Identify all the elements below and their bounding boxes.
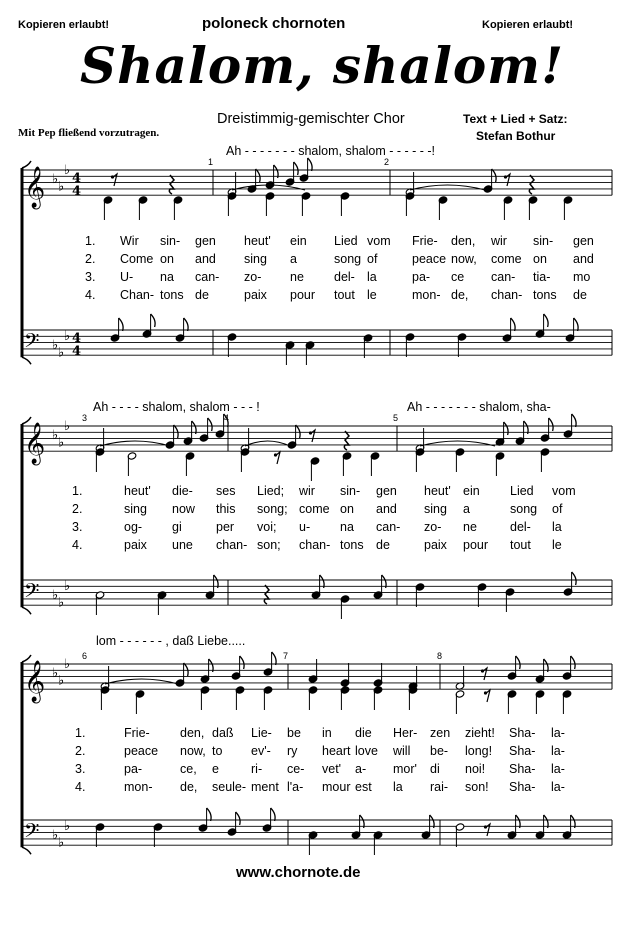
lyric-syllable: in (322, 726, 332, 740)
lyric-syllable: die- (172, 484, 193, 498)
lyric-syllable: tons (340, 538, 364, 552)
lyric-syllable: tout (334, 288, 355, 302)
lyric-syllable: can- (195, 270, 220, 284)
copy-notice-right: Kopieren erlaubt! (482, 19, 574, 31)
bracket-hook (22, 847, 31, 854)
lyric-syllable: la (367, 270, 377, 284)
credits-line-1: Text + Lied + Satz: (463, 112, 568, 126)
lyric-syllable: and (195, 252, 216, 266)
lyric-syllable: pa- (412, 270, 431, 284)
time-signature: 4 (72, 171, 82, 186)
lyric-syllable: come (491, 252, 522, 266)
lyric-syllable: on (160, 252, 174, 266)
lyric-syllable: 3. (85, 270, 96, 284)
lyric-syllable: sing (124, 502, 147, 516)
lyric-syllable: 3. (75, 762, 86, 776)
lyric-syllable: ry (287, 744, 298, 758)
lyric-syllable: on (533, 252, 547, 266)
lyric-syllable: de (195, 288, 209, 302)
lyric-syllable: na (340, 520, 354, 534)
cue-line-system-3: lom - - - - - - , daß Liebe..... (96, 634, 246, 648)
note-flag (571, 656, 576, 669)
note-flag (574, 318, 579, 331)
quarter-rest (264, 585, 269, 604)
lyric-syllable: gen (376, 484, 397, 498)
lyric-syllable: rai- (430, 780, 449, 794)
flat-sign: ♭ (58, 595, 65, 611)
flat-sign: ♭ (58, 673, 65, 689)
measure-number: 3 (82, 413, 88, 423)
treble-clef-icon: 𝄞 (24, 661, 46, 702)
lyric-syllable: heut' (424, 484, 451, 498)
lyric-syllable: de (376, 538, 390, 552)
flat-sign: ♭ (64, 819, 71, 834)
flat-sign: ♭ (52, 666, 59, 681)
flat-sign: ♭ (58, 435, 65, 451)
lyric-syllable: daß (212, 726, 234, 740)
lyric-syllable: la (393, 780, 403, 794)
note-flag (207, 808, 212, 821)
quarter-rest (169, 175, 174, 194)
lyric-syllable: tout (510, 538, 531, 552)
lyric-syllable: come (299, 502, 330, 516)
lyric-syllable: of (367, 252, 378, 266)
lyric-syllable: ne (463, 520, 477, 534)
lyric-syllable: wir (299, 484, 315, 498)
lyric-syllable: di (430, 762, 440, 776)
lyric-syllable: wir (491, 234, 507, 248)
lyric-syllable: mon- (124, 780, 153, 794)
note-flag (184, 318, 189, 331)
flat-sign: ♭ (64, 657, 71, 672)
measure-number: 8 (437, 651, 443, 661)
lyric-syllable: 4. (85, 288, 96, 302)
eighth-rest-dot (484, 691, 487, 694)
lyric-syllable: 2. (85, 252, 96, 266)
lyric-syllable: vet' (322, 762, 342, 776)
lyric-syllable: ev'- (251, 744, 271, 758)
cue-line-system-2-left: Ah - - - - shalom, shalom - - - ! (93, 400, 260, 414)
lyric-syllable: e (212, 762, 219, 776)
lyric-syllable: gi (172, 520, 182, 534)
measure-number: 5 (393, 413, 399, 423)
measure-number: 1 (208, 157, 214, 167)
flat-sign: ♭ (64, 419, 71, 434)
lyric-syllable: ne (290, 270, 304, 284)
lyric-syllable: long! (465, 744, 493, 758)
lyric-syllable: song (334, 252, 362, 266)
lyric-syllable: pour (290, 288, 316, 302)
flat-sign: ♭ (52, 172, 59, 187)
lyric-syllable: Lied (510, 484, 534, 498)
lyric-syllable: seule- (212, 780, 247, 794)
lyric-syllable: sin- (340, 484, 361, 498)
lyric-syllable: voi; (257, 520, 277, 534)
lyric-syllable: heut' (244, 234, 271, 248)
lyric-syllable: son! (465, 780, 489, 794)
lyric-syllable: Chan- (120, 288, 155, 302)
lyric-syllable: sin- (160, 234, 181, 248)
note-flag (572, 572, 577, 585)
note-flag (184, 663, 189, 676)
lyric-syllable: la- (551, 744, 565, 758)
note-flag (516, 656, 521, 669)
lyric-syllable: and (376, 502, 397, 516)
lyric-syllable: vom (367, 234, 391, 248)
lyric-syllable: a (290, 252, 297, 266)
lyric-syllable: of (552, 502, 563, 516)
lyric-syllable: zen (430, 726, 451, 740)
note-flag (151, 314, 156, 327)
lyric-syllable: chan- (216, 538, 248, 552)
lyric-syllable: 2. (72, 502, 83, 516)
note-flag (208, 418, 213, 431)
lyric-syllable: den, (451, 234, 476, 248)
lyric-syllable: gen (195, 234, 216, 248)
lyric-syllable: a- (355, 762, 367, 776)
lyric-syllable: mo (573, 270, 591, 284)
lyric-syllable: de, (451, 288, 469, 302)
eighth-rest-dot (504, 175, 507, 178)
lyric-syllable: na (160, 270, 174, 284)
lyric-syllable: ein (290, 234, 307, 248)
lyric-syllable: chan- (491, 288, 523, 302)
eighth-rest-dot (274, 453, 277, 456)
lyric-syllable: del- (510, 520, 531, 534)
lyric-syllable: ri- (251, 762, 263, 776)
lyric-syllable: paix (124, 538, 147, 552)
note-flag (271, 808, 276, 821)
lyric-syllable: sing (424, 502, 447, 516)
eighth-rest-dot (484, 825, 487, 828)
lyric-syllable: del- (334, 270, 355, 284)
lyric-syllable: Frie- (124, 726, 150, 740)
site-name: poloneck chornoten (202, 15, 346, 32)
lyric-syllable: zo- (424, 520, 442, 534)
lyric-syllable: Frie- (412, 234, 438, 248)
lyric-syllable: U- (120, 270, 134, 284)
time-signature: 4 (72, 344, 82, 359)
lyric-syllable: can- (491, 270, 516, 284)
bass-clef-icon: 𝄢 (24, 579, 40, 607)
lyric-syllable: chan- (299, 538, 331, 552)
lyric-syllable: this (216, 502, 236, 516)
lyric-syllable: tons (533, 288, 557, 302)
lyric-syllable: la (552, 520, 562, 534)
note-flag (256, 169, 261, 182)
cue-line-system-1: Ah - - - - - - - shalom, shalom - - - - - -! (226, 144, 436, 158)
lyric-syllable: song; (257, 502, 288, 516)
footer-url: www.chornote.de (236, 864, 361, 881)
lyric-syllable: sin- (533, 234, 554, 248)
lyric-syllable: 4. (72, 538, 83, 552)
lyric-syllable: zieht! (465, 726, 495, 740)
quarter-rest (344, 431, 349, 450)
lyric-syllable: ses (216, 484, 236, 498)
lyric-syllable: love (355, 744, 378, 758)
lyric-syllable: est (355, 780, 372, 794)
lyric-syllable: u- (299, 520, 311, 534)
lyric-syllable: gen (573, 234, 594, 248)
note-flag (544, 314, 549, 327)
lyric-syllable: peace (124, 744, 159, 758)
lyric-syllable: le (552, 538, 562, 552)
lyric-syllable: a (463, 502, 470, 516)
lyric-syllable: ein (463, 484, 480, 498)
lyric-syllable: den, (180, 726, 205, 740)
lyric-syllable: 3. (72, 520, 83, 534)
eighth-rest-dot (309, 431, 312, 434)
lyric-syllable: de, (180, 780, 198, 794)
lyric-syllable: can- (376, 520, 401, 534)
lyric-syllable: 4. (75, 780, 86, 794)
tempo-marking: Mit Pep fließend vorzutragen. (18, 127, 160, 139)
lyric-syllable: Lie- (251, 726, 272, 740)
song-title: Shalom, shalom! (80, 36, 565, 95)
bass-clef-icon: 𝄢 (24, 329, 40, 357)
lyric-syllable: be- (430, 744, 449, 758)
lyric-syllable: and (573, 252, 594, 266)
lyric-syllable: Sha- (509, 744, 536, 758)
note-flag (504, 422, 509, 435)
flat-sign: ♭ (52, 428, 59, 443)
lyric-syllable: song (510, 502, 538, 516)
lyric-syllable: ment (251, 780, 279, 794)
flat-sign: ♭ (64, 329, 71, 344)
note-flag (549, 418, 554, 431)
note-flag (174, 425, 179, 438)
measure-number: 6 (82, 651, 88, 661)
lyric-syllable: mor' (393, 762, 417, 776)
lyric-syllable: tia- (533, 270, 551, 284)
flat-sign: ♭ (58, 179, 65, 195)
lyric-syllable: la- (551, 780, 565, 794)
song-subtitle: Dreistimmig-gemischter Chor (217, 111, 405, 127)
lyric-syllable: paix (244, 288, 267, 302)
note-flag (240, 656, 245, 669)
lyric-syllable: Lied (334, 234, 358, 248)
lyric-syllable: une (172, 538, 193, 552)
note-flag (294, 162, 299, 175)
lyric-syllable: Come (120, 252, 154, 266)
bracket-hook (22, 357, 31, 364)
note-flag (511, 318, 515, 331)
note-flag (492, 169, 497, 182)
lyric-syllable: now, (180, 744, 206, 758)
lyric-syllable: Her- (393, 726, 418, 740)
lyric-syllable: Wir (120, 234, 139, 248)
lyric-syllable: ce- (287, 762, 305, 776)
lyric-syllable: now, (451, 252, 477, 266)
eighth-rest-dot (111, 175, 114, 178)
cue-line-system-2-right: Ah - - - - - - - shalom, sha- (407, 400, 551, 414)
bracket-hook (22, 607, 31, 614)
treble-clef-icon: 𝄞 (24, 167, 46, 208)
lyric-syllable: heut' (124, 484, 151, 498)
lyric-syllable: 1. (72, 484, 83, 498)
time-signature: 4 (72, 331, 82, 346)
note-flag (236, 812, 241, 825)
lyric-syllable: on (340, 502, 354, 516)
lyric-syllable: peace (412, 252, 447, 266)
measure-number: 4 (224, 413, 230, 423)
flat-sign: ♭ (64, 163, 71, 178)
measure-number: 2 (384, 157, 390, 167)
lyric-syllable: vom (552, 484, 576, 498)
lyric-syllable: sing (244, 252, 267, 266)
lyric-syllable: 2. (75, 744, 86, 758)
lyric-syllable: de (573, 288, 587, 302)
lyric-syllable: noi! (465, 762, 486, 776)
quarter-rest (529, 175, 534, 194)
note-flag (119, 318, 124, 331)
lyric-syllable: mon- (412, 288, 441, 302)
lyric-syllable: now (172, 502, 195, 516)
lyric-syllable: ce, (180, 762, 197, 776)
eighth-rest-dot (481, 669, 484, 672)
lyric-syllable: heart (322, 744, 351, 758)
bass-clef-icon: 𝄢 (24, 819, 40, 847)
lyric-syllable: zo- (244, 270, 262, 284)
note-flag (272, 652, 277, 665)
flat-sign: ♭ (52, 828, 59, 843)
lyric-syllable: paix (424, 538, 447, 552)
lyric-syllable: le (367, 288, 377, 302)
lyric-syllable: 1. (85, 234, 96, 248)
copy-notice-left: Kopieren erlaubt! (18, 19, 110, 31)
note-flag (572, 414, 577, 427)
lyric-syllable: tons (160, 288, 184, 302)
measure-number: 7 (283, 651, 289, 661)
lyric-syllable: l'a- (287, 780, 304, 794)
flat-sign: ♭ (64, 579, 71, 594)
flat-sign: ♭ (58, 835, 65, 851)
lyric-syllable: ce (451, 270, 465, 284)
lyric-syllable: mour (322, 780, 351, 794)
lyric-syllable: la- (551, 762, 565, 776)
flat-sign: ♭ (52, 588, 59, 603)
note-flag (308, 158, 313, 171)
lyric-syllable: be (287, 726, 301, 740)
time-signature: 4 (72, 184, 82, 199)
lyric-syllable: Sha- (509, 762, 536, 776)
lyric-syllable: son; (257, 538, 281, 552)
treble-clef-icon: 𝄞 (24, 423, 46, 464)
lyric-syllable: will (393, 744, 411, 758)
lyric-syllable: die (355, 726, 372, 740)
lyric-syllable: to (212, 744, 223, 758)
lyric-syllable: Sha- (509, 780, 536, 794)
lyric-syllable: Lied; (257, 484, 285, 498)
lyric-syllable: pour (463, 538, 489, 552)
note-flag (224, 414, 229, 427)
lyric-syllable: Sha- (509, 726, 536, 740)
flat-sign: ♭ (58, 345, 65, 361)
lyric-syllable: la- (551, 726, 565, 740)
credits-line-2: Stefan Bothur (476, 129, 556, 143)
flat-sign: ♭ (52, 338, 59, 353)
lyric-syllable: og- (124, 520, 143, 534)
lyric-syllable: per (216, 520, 235, 534)
note-flag (296, 425, 301, 438)
lyric-syllable: 1. (75, 726, 86, 740)
lyric-syllable: pa- (124, 762, 143, 776)
